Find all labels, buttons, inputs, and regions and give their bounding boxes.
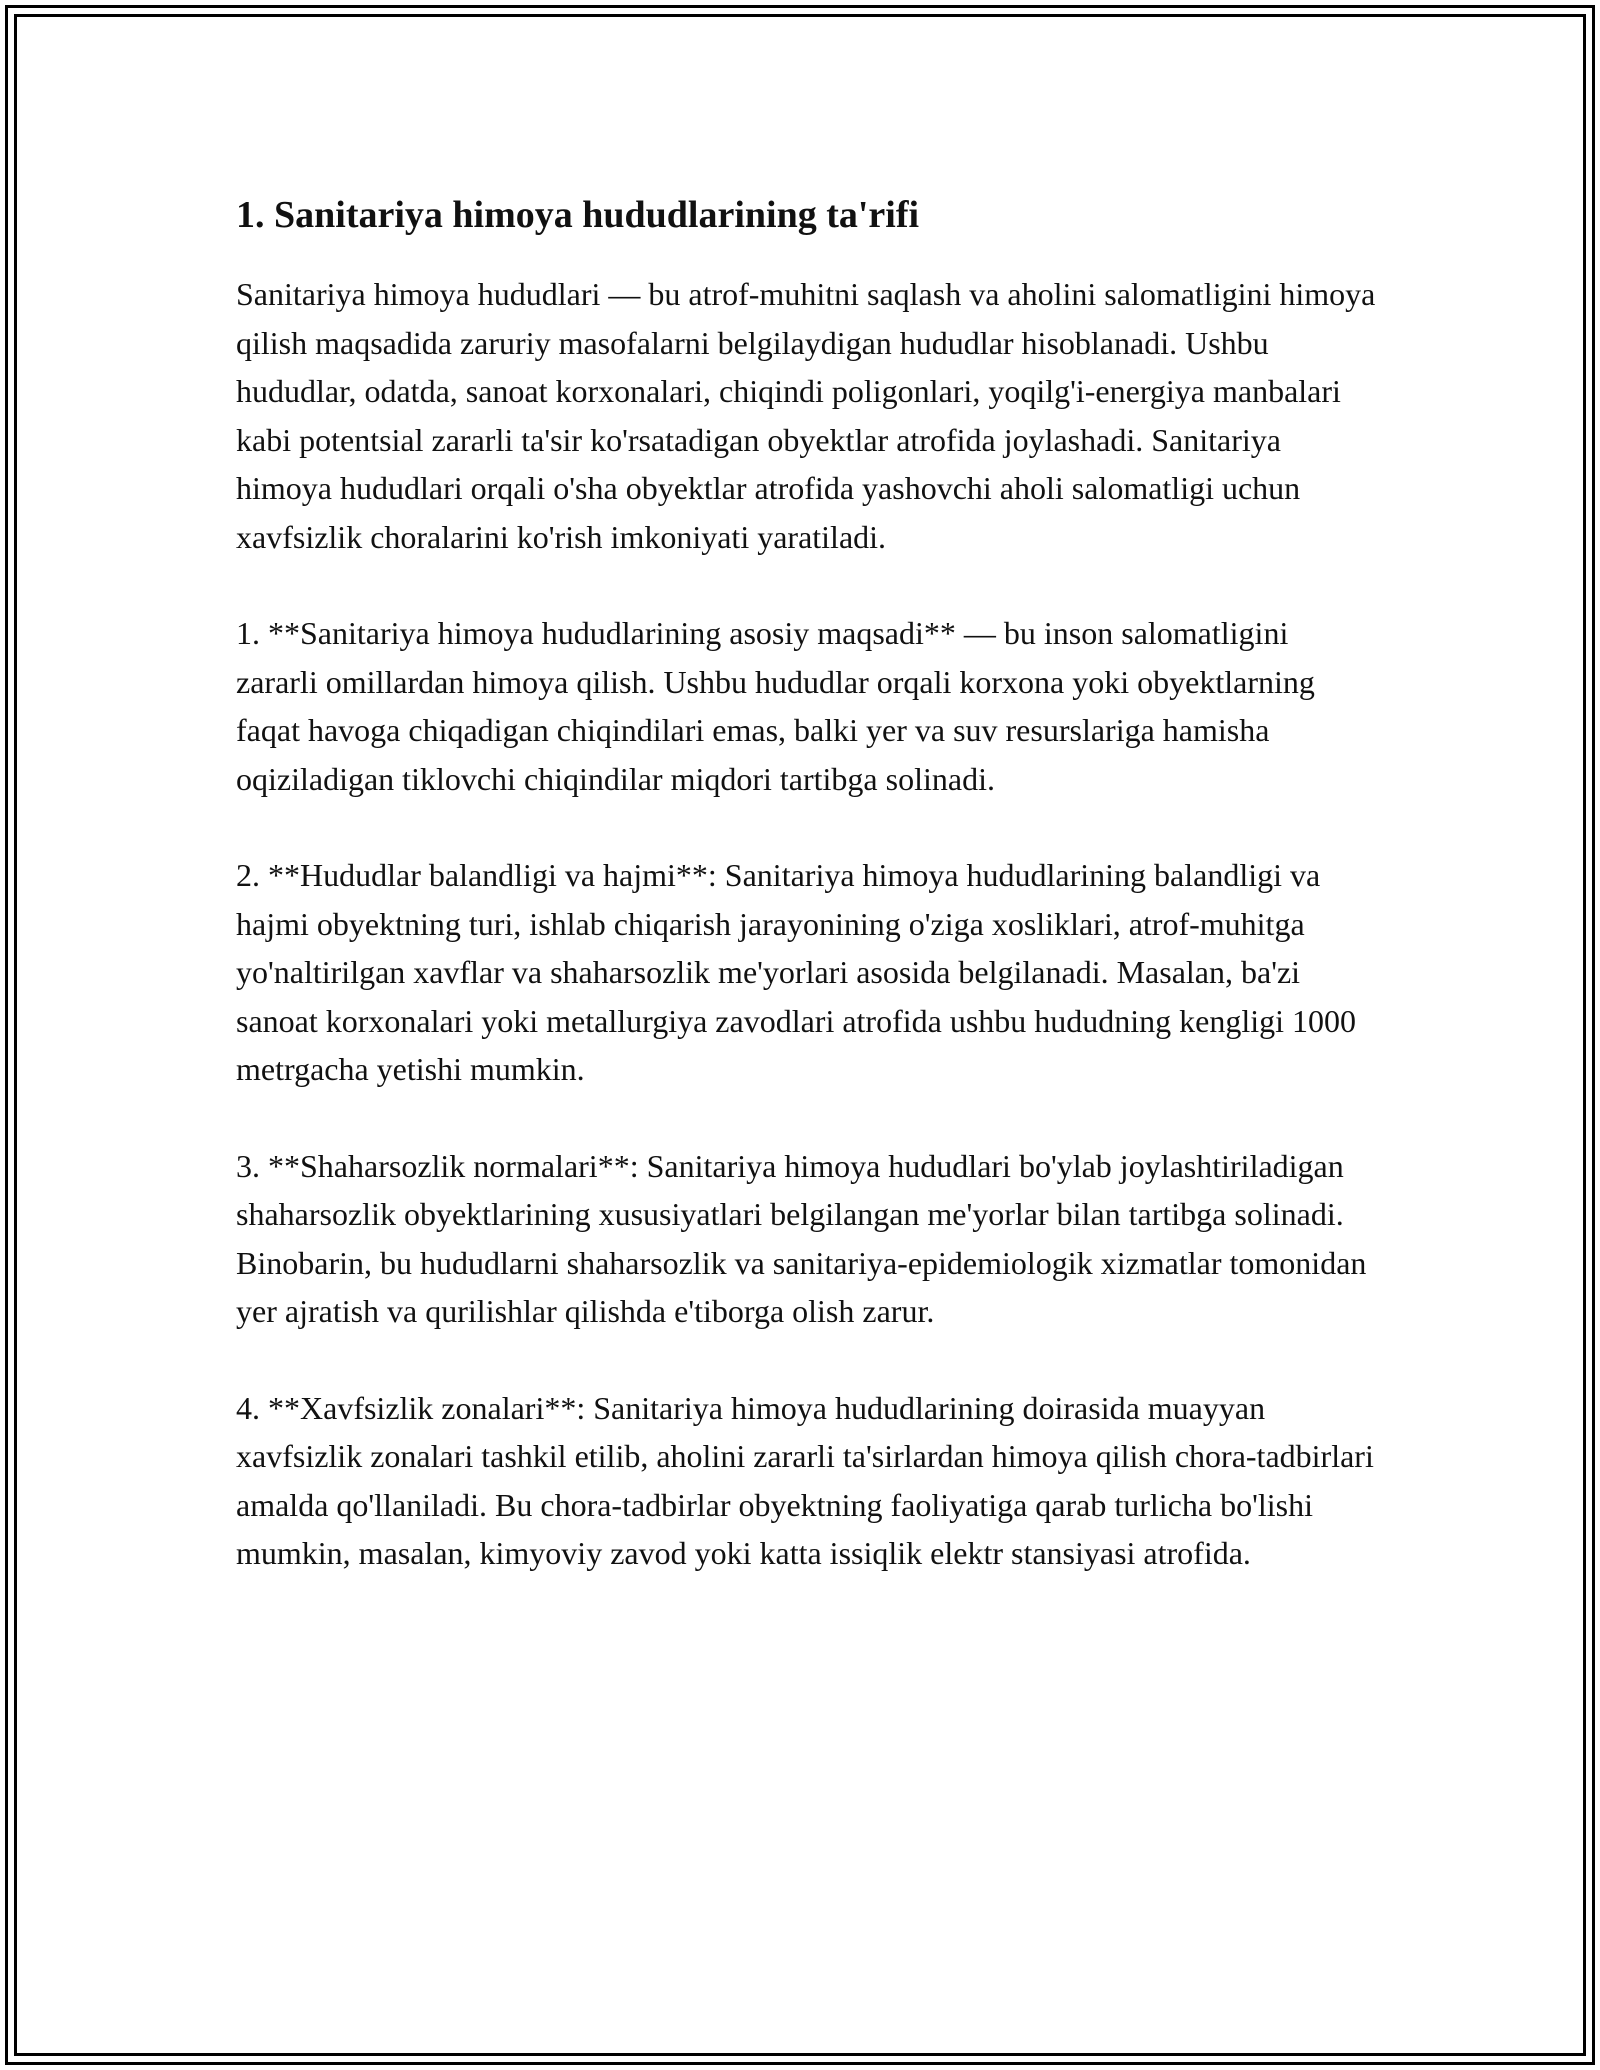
section-title: 1. Sanitariya himoya hududlarining ta'rifi xyxy=(236,194,920,236)
paragraph-height-and-size: 2. **Hududlar balandligi va hajmi**: Sanitariya himoya hududlarining balandligi va hajmi obyektning turi, ishlab chiqarish jarayonining o'ziga xosliklari, atrof-muhitga yo'naltirilgan xavflar va shaharsozlik me'yorlari asosida belgilanadi. Masalan, ba'zi sanoat korxonalari yoki metallurgiya zavodlari atrofida ushbu hududning kengligi 1000 metrgacha yetishi mumkin. xyxy=(236,857,1357,1087)
document-body xyxy=(236,186,1376,1626)
paragraph-safety-zones: 4. **Xavfsizlik zonalari**: Sanitariya himoya hududlarining doirasida muayyan xavfsizlik zonalari tashkil etilib, aholini zararli ta'sirlardan himoya qilish chora-tadbirlari amalda qo'llaniladi. Bu chora-tadbirlar obyektning faoliyatiga qarab turlicha bo'lishi mumkin, masalan, kimyoviy zavod yoki katta issiqlik elektr stansiyasi atrofida. xyxy=(236,1389,1374,1571)
paragraph-main-purpose: 1. **Sanitariya himoya hududlarining asosiy maqsadi** — bu inson salomatligini zararli omillardan himoya qilish. Ushbu hududlar orqali korxona yoki obyektlarning faqat havoga chiqadigan chiqindilari emas, balki yer va suv resurslariga hamisha oqiziladigan tiklovchi chiqindilar miqdori tartibga solinadi. xyxy=(236,615,1315,797)
paragraph-definition: Sanitariya himoya hududlari — bu atrof-muhitni saqlash va aholini salomatligini himoya qilish maqsadida zaruriy masofalarni belgilaydigan hududlar hisoblanadi. Ushbu hududlar, odatda, sanoat korxonalari, chiqindi poligonlari, yoqilg'i-energiya manbalari kabi potentsial zararli ta'sir ko'rsatadigan obyektlar atrofida joylashadi. Sanitariya himoya hududlari orqali o'sha obyektlar atrofida yashovchi aholi salomatligi uchun xavfsizlik choralarini ko'rish imkoniyati yaratiladi. xyxy=(236,276,1376,555)
paragraph-urban-norms: 3. **Shaharsozlik normalari**: Sanitariya himoya hududlari bo'ylab joylashtiriladigan shaharsozlik obyektlarining xususiyatlari belgilangan me'yorlar bilan tartibga solinadi. Binobarin, bu hududlarni shaharsozlik va sanitariya-epidemiologik xizmatlar tomonidan yer ajratish va qurilishlar qilishda e'tiborga olish zarur. xyxy=(236,1147,1367,1329)
